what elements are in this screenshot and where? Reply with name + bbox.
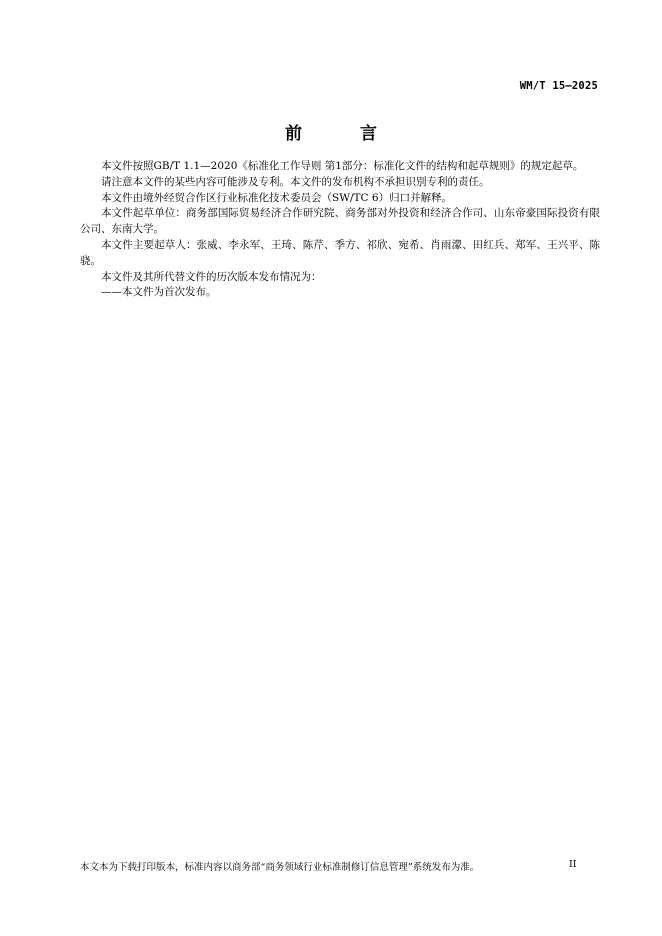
paragraph-version-history: 本文件及其所代替文件的历次版本发布情况为： [101, 270, 322, 283]
page-title: 前 言 [285, 124, 403, 144]
foreword-body [80, 159, 600, 301]
paragraph-first-release: ——本文件为首次发布。 [101, 286, 217, 299]
standard-code: WM/T 15—2025 [519, 80, 598, 92]
paragraph-drafters: 本文件主要起草人：张威、李永军、王琦、陈芹、季方、祁欣、宛希、肖雨濛、田红兵、郑军、王兴平、陈骁。 [80, 238, 600, 267]
paragraph-drafting-rules: 本文件按照GB/T 1.1—2020《标准化工作导则 第1部分：标准化文件的结构和起草规则》的规定起草。 [101, 160, 584, 172]
paragraph-responsible-committee: 本文件由境外经贸合作区行业标准化技术委员会（SW/TC 6）归口并解释。 [101, 191, 453, 204]
footer-note: 本文本为下载打印版本，标准内容以商务部“商务领域行业标准制修订信息管理”系统发布为准。 [80, 862, 480, 873]
paragraph-drafting-units: 本文件起草单位：商务部国际贸易经济合作研究院、商务部对外投资和经济合作司、山东帝豪国际投资有限公司、东南大学。 [80, 207, 600, 236]
page-number: II [569, 859, 577, 870]
paragraph-patent-notice: 请注意本文件的某些内容可能涉及专利。本文件的发布机构不承担识别专利的责任。 [101, 175, 490, 188]
